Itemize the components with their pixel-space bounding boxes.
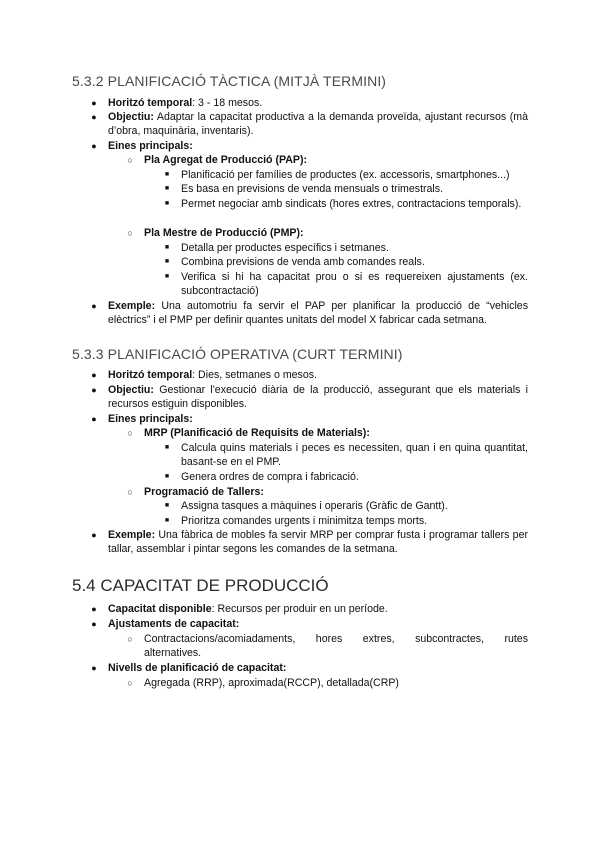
square-bullet-icon: ■ xyxy=(164,517,170,524)
list-item-exemple: Exemple: Una automotriu fa servir el PAP per planificar la producció de “vehicles elèctrics” i el PMP per definir quantes unitats del model X fabricar cada setmana. xyxy=(108,300,528,327)
bullet-icon: ● xyxy=(91,141,97,151)
list-item: Contractacions/acomiadaments, hores extres, subcontractes, rutes alternatives. xyxy=(144,633,528,660)
square-bullet-icon: ■ xyxy=(164,444,170,451)
circle-bullet-icon: ○ xyxy=(127,228,133,238)
circle-bullet-icon: ○ xyxy=(127,678,133,688)
bullet-icon: ● xyxy=(91,112,97,122)
list-item: Permet negociar amb sindicats (hores extres, contractacions temporals). xyxy=(181,198,522,210)
list-item-exemple: Exemple: Una fàbrica de mobles fa servir MRP per comprar fusta i programar tallers per tallar, assemblar i pintar segons les comandes de la setmana. xyxy=(108,529,528,556)
section-heading-5-4: 5.4 CAPACITAT DE PRODUCCIÓ xyxy=(72,576,329,595)
bullet-icon: ● xyxy=(91,619,97,629)
section-heading-5-3-2: 5.3.2 PLANIFICACIÓ TÀCTICA (MITJÀ TERMINI) xyxy=(72,73,387,89)
square-bullet-icon: ■ xyxy=(164,273,170,280)
square-bullet-icon: ■ xyxy=(164,200,170,207)
bullet-icon: ● xyxy=(91,530,97,540)
sublist-title-pap: Pla Agregat de Producció (PAP): xyxy=(144,154,308,166)
list-item: Es basa en previsions de venda mensuals o trimestrals. xyxy=(181,183,444,195)
list-item-nivells: Nivells de planificació de capacitat: xyxy=(108,662,287,674)
bullet-icon: ● xyxy=(91,370,97,380)
list-item-horitzo: Horitzó temporal: Dies, setmanes o mesos. xyxy=(108,369,317,381)
list-item-capacitat: Capacitat disponible: Recursos per produir en un període. xyxy=(108,603,388,615)
bullet-icon: ● xyxy=(91,385,97,395)
list-item-eines: Eines principals: xyxy=(108,413,193,425)
bullet-icon: ● xyxy=(91,414,97,424)
square-bullet-icon: ■ xyxy=(164,502,170,509)
list-item: Verifica si hi ha capacitat prou o si es requereixen ajustaments (ex. subcontractació) xyxy=(181,271,528,298)
square-bullet-icon: ■ xyxy=(164,185,170,192)
section-heading-5-3-3: 5.3.3 PLANIFICACIÓ OPERATIVA (CURT TERMINI) xyxy=(72,346,403,362)
list-item: Planificació per famílies de productes (ex. accessoris, smartphones...) xyxy=(181,169,510,181)
square-bullet-icon: ■ xyxy=(164,244,170,251)
bullet-icon: ● xyxy=(91,301,97,311)
sublist-title-tallers: Programació de Tallers: xyxy=(144,486,264,498)
list-item: Prioritza comandes urgents i minimitza temps morts. xyxy=(181,515,428,527)
sublist-title-mrp: MRP (Planificació de Requisits de Materials): xyxy=(144,427,370,439)
list-item-objectiu: Objectiu: Gestionar l'execució diària de la producció, assegurant que els materials i recursos estiguin disponibles. xyxy=(108,384,528,411)
list-item-objectiu: Objectiu: Adaptar la capacitat productiva a la demanda proveïda, ajustant recursos (mà d’obra, maquinària, inventaris). xyxy=(108,111,528,138)
list-item: Genera ordres de compra i fabricació. xyxy=(181,471,359,483)
square-bullet-icon: ■ xyxy=(164,171,170,178)
circle-bullet-icon: ○ xyxy=(127,634,133,644)
bullet-icon: ● xyxy=(91,663,97,673)
bullet-icon: ● xyxy=(91,98,97,108)
square-bullet-icon: ■ xyxy=(164,473,170,480)
list-item: Assigna tasques a màquines i operaris (Gràfic de Gantt). xyxy=(181,500,448,512)
list-item-horitzo: Horitzó temporal: 3 - 18 mesos. xyxy=(108,97,263,109)
list-item: Combina previsions de venda amb comandes reals. xyxy=(181,256,425,268)
list-item: Agregada (RRP), aproximada(RCCP), detallada(CRP) xyxy=(144,677,399,689)
circle-bullet-icon: ○ xyxy=(127,428,133,438)
list-item: Detalla per productes específics i setmanes. xyxy=(181,242,389,254)
circle-bullet-icon: ○ xyxy=(127,487,133,497)
square-bullet-icon: ■ xyxy=(164,258,170,265)
list-item-eines: Eines principals: xyxy=(108,140,193,152)
list-item-ajustaments: Ajustaments de capacitat: xyxy=(108,618,240,630)
circle-bullet-icon: ○ xyxy=(127,155,133,165)
bullet-icon: ● xyxy=(91,604,97,614)
sublist-title-pmp: Pla Mestre de Producció (PMP): xyxy=(144,227,304,239)
list-item: Calcula quins materials i peces es necessiten, quan i en quina quantitat, basant-se en el PMP. xyxy=(181,442,528,469)
